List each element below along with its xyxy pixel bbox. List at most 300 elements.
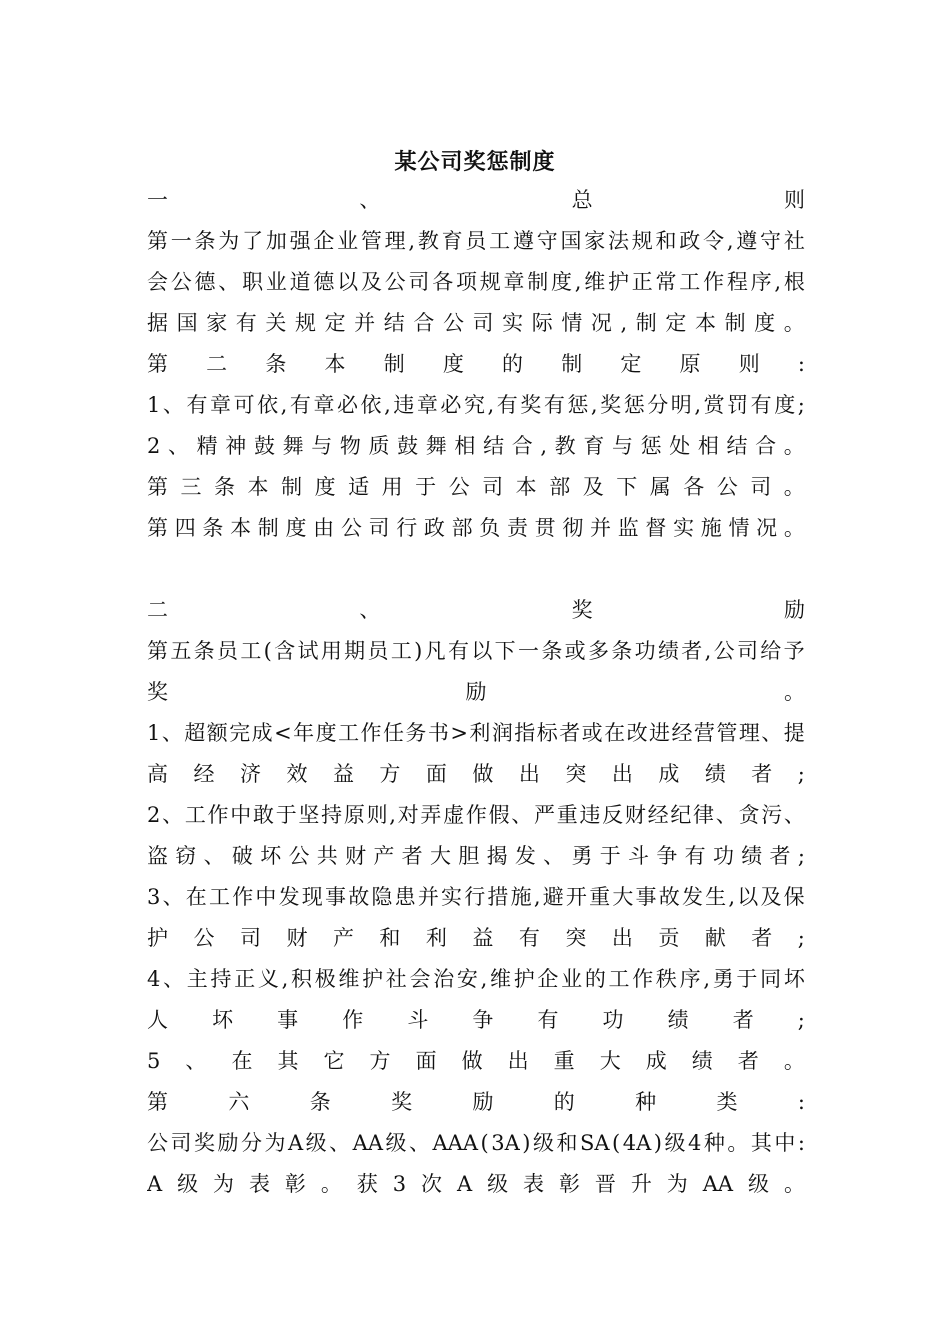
glyph: 以 [471,639,493,663]
glyph: 斗 [628,844,650,868]
glyph: , [574,270,582,294]
glyph: 以 [337,270,359,294]
glyph: ; [797,844,805,868]
glyph: 、 [161,721,183,745]
glyph: 第 [147,516,168,540]
glyph: 究 [463,393,485,417]
glyph: 政 [679,229,701,253]
glyph: 提 [783,721,805,745]
glyph: 积 [290,967,312,991]
glyph: 护 [362,967,384,991]
glyph: 大 [599,1049,621,1073]
glyph: 部 [451,516,473,540]
glyph: 年 [293,721,315,745]
glyph: 政 [423,516,445,540]
glyph: 超 [184,721,206,745]
glyph: 守 [536,229,558,253]
glyph: 反 [602,803,624,827]
glyph: 六 [228,1090,250,1114]
glyph: 了 [242,229,264,253]
glyph: 本 [324,352,346,376]
glyph: 行 [464,885,486,909]
paragraph-line [147,1164,805,1205]
glyph: 奖 [147,680,168,704]
glyph: 级 [305,1131,327,1155]
glyph: 面 [425,762,447,786]
glyph: 护 [513,967,535,991]
section-heading-rewards [147,590,805,631]
glyph: 、 [359,188,381,212]
glyph: 奖 [520,393,542,417]
glyph: 者 [751,926,773,950]
glyph: 成 [251,721,273,745]
glyph: 。 [320,1172,342,1196]
glyph: 义 [257,967,279,991]
glyph: 。 [727,1131,749,1155]
glyph: 、 [203,844,225,868]
glyph: , [533,885,541,909]
glyph: 公 [384,270,406,294]
glyph: 奖 [571,598,593,622]
list-item-line [147,795,805,836]
glyph: 道 [289,270,311,294]
glyph: 2 [147,803,161,827]
glyph: 益 [332,762,354,786]
glyph: 面 [415,1049,437,1073]
glyph: 济 [239,762,261,786]
glyph: 利 [469,721,491,745]
glyph: 、 [185,1049,207,1073]
glyph: 试 [297,639,319,663]
glyph: 度 [315,721,337,745]
glyph: 第 [147,475,168,499]
glyph: 、 [761,721,783,745]
glyph: 公 [193,926,215,950]
glyph: 大 [612,885,634,909]
glyph: 隐 [371,885,393,909]
glyph: 和 [556,1131,578,1155]
glyph: 级 [532,1131,554,1155]
glyph: 工 [240,639,262,663]
glyph: 。 [783,311,805,335]
glyph: , [480,967,488,991]
paragraph-line [147,467,805,508]
glyph: 条 [309,1090,331,1114]
glyph: 种 [635,1090,657,1114]
glyph: 遵 [736,229,758,253]
glyph: 条 [194,229,216,253]
glyph: 为 [264,1131,286,1155]
glyph: 作 [632,967,654,991]
glyph: 度 [285,516,307,540]
glyph: 章 [313,393,335,417]
glyph: 家 [584,229,606,253]
glyph: 对 [397,803,419,827]
glyph: 公 [442,311,464,335]
document-title: 某公司奖惩制度 [394,149,556,175]
glyph: 工 [338,721,360,745]
glyph: 为 [218,229,240,253]
glyph: 敢 [252,803,274,827]
glyph: 本 [247,475,269,499]
paragraph-line [147,303,805,344]
glyph: 中 [774,1131,796,1155]
glyph: 级 [385,1131,407,1155]
glyph: ) [653,1131,662,1155]
glyph: 合 [511,434,533,458]
glyph: 奖 [600,393,622,417]
glyph: 并 [354,311,376,335]
glyph: 国 [176,311,198,335]
glyph: 管 [716,721,738,745]
glyph: , [728,885,736,909]
glyph: 本 [694,311,716,335]
glyph: 在 [185,885,207,909]
glyph: 依 [257,393,279,417]
glyph: 者 [769,844,791,868]
glyph: 故 [658,885,680,909]
glyph: 制 [561,352,583,376]
glyph: 重 [556,803,578,827]
glyph: 功 [634,639,656,663]
glyph: 经 [647,803,669,827]
glyph: 有 [186,393,208,417]
glyph: 献 [704,926,726,950]
glyph: 工 [184,803,206,827]
glyph: 作 [465,803,487,827]
glyph: 作 [703,270,725,294]
glyph: 、 [218,270,240,294]
glyph: 4 [687,1131,702,1155]
glyph: 开 [565,885,587,909]
paragraph-line [147,508,805,549]
glyph: 、 [715,803,737,827]
glyph: 奖 [194,1131,215,1155]
glyph: 重 [553,1049,575,1073]
glyph: 发 [278,885,300,909]
glyph: 于 [415,475,437,499]
glyph: 可 [233,393,255,417]
glyph: 教 [554,434,576,458]
glyph: 。 [783,1172,805,1196]
glyph: 维 [490,967,511,991]
glyph: 原 [343,803,365,827]
glyph: 其 [277,1049,299,1073]
glyph: 与 [311,434,333,458]
glyph: 四 [174,516,196,540]
glyph: 会 [147,270,168,294]
glyph: 责 [506,516,528,540]
glyph: 安 [456,967,478,991]
glyph: 凡 [424,639,446,663]
glyph: 司 [472,311,494,335]
glyph: 负 [479,516,501,540]
glyph: 公 [448,475,470,499]
glyph: 和 [379,926,401,950]
glyph: 分 [241,1131,262,1155]
glyph: 由 [313,516,335,540]
glyph: 属 [649,475,671,499]
glyph: 秩 [655,967,677,991]
glyph: 者 [732,1008,754,1032]
glyph: 的 [502,352,524,376]
glyph: 第 [147,352,168,376]
glyph: 。 [783,516,805,540]
glyph: 、 [163,967,185,991]
glyph: 坚 [298,803,320,827]
glyph: 鼓 [397,434,419,458]
glyph: , [384,393,391,417]
glyph: 给 [760,639,782,663]
glyph: 则 [783,188,805,212]
glyph: 惩 [623,393,645,417]
glyph: AA [702,1172,734,1196]
glyph: 维 [584,270,606,294]
glyph: 胆 [458,844,480,868]
glyph: 持 [321,803,343,827]
glyph: 精 [196,434,218,458]
glyph: 经 [193,762,215,786]
glyph: , [694,393,702,417]
glyph: : [797,1090,805,1114]
glyph: 级 [177,1172,199,1196]
glyph: 改 [626,721,648,745]
glyph: 业 [337,229,359,253]
glyph: 勇 [712,967,734,991]
glyph: , [280,393,288,417]
glyph: 者 [737,1049,759,1073]
glyph: 者 [559,721,581,745]
glyph: 出 [507,1049,529,1073]
glyph: 公 [170,270,192,294]
glyph: 度 [551,270,573,294]
glyph: 令 [703,229,725,253]
glyph: 故 [348,885,370,909]
glyph: 相 [454,434,476,458]
glyph: 员 [465,229,487,253]
glyph: ; [797,1008,805,1032]
glyph: 者 [681,639,703,663]
glyph: 的 [553,1090,575,1114]
glyph: , [704,639,712,663]
glyph: 避 [542,885,564,909]
glyph: 贡 [658,926,680,950]
glyph: ; [797,762,805,786]
glyph: 人 [147,1008,168,1032]
glyph: 工 [608,967,630,991]
glyph: 它 [323,1049,345,1073]
glyph: 制 [635,311,657,335]
glyph: 盗 [147,844,168,868]
glyph: 司 [736,639,758,663]
glyph: 施 [510,885,532,909]
glyph: 实 [502,311,524,335]
glyph: 况 [756,516,778,540]
glyph: 2 [147,434,161,458]
glyph: 作 [342,1008,364,1032]
glyph: 项 [455,270,477,294]
glyph: 重 [589,885,611,909]
glyph: 行 [396,516,418,540]
glyph: 育 [583,434,605,458]
paragraph-line [147,1082,805,1123]
glyph: 成 [658,762,680,786]
glyph: 章 [210,393,232,417]
glyph: ( [612,1131,621,1155]
glyph: 表 [523,1172,545,1196]
glyph: 财 [345,844,367,868]
glyph: 舞 [282,434,304,458]
glyph: 合 [755,434,777,458]
paragraph-line [147,631,805,672]
glyph: 绩 [741,844,763,868]
glyph: 国 [560,229,582,253]
glyph: ) [414,639,423,663]
glyph: 赏 [703,393,725,417]
glyph: 、 [162,885,184,909]
glyph: 度 [774,393,796,417]
glyph: 制 [383,352,405,376]
glyph: 大 [429,844,451,868]
glyph: 根 [783,270,805,294]
glyph: 社 [783,229,805,253]
glyph: 定 [324,311,346,335]
glyph: 书 [427,721,449,745]
glyph: 用 [381,475,403,499]
glyph: 物 [339,434,361,458]
glyph: 条 [541,639,563,663]
glyph: 做 [461,1049,483,1073]
glyph: 公 [147,1131,168,1155]
glyph: 务 [405,721,427,745]
glyph: 业 [561,967,583,991]
glyph: 原 [679,352,701,376]
glyph: 虚 [443,803,465,827]
glyph: 家 [206,311,228,335]
glyph: 司 [482,475,504,499]
glyph: 方 [369,1049,391,1073]
glyph: 出 [611,762,633,786]
glyph: 、 [511,803,533,827]
glyph: , [703,967,711,991]
glyph: 生 [705,885,727,909]
glyph: 争 [656,844,678,868]
glyph: 度 [754,311,776,335]
glyph: 污 [761,803,783,827]
glyph: 产 [373,844,395,868]
glyph: 、 [168,434,190,458]
glyph: 法 [608,229,629,253]
glyph: 加 [265,229,287,253]
glyph: : [797,352,805,376]
glyph: SA [579,1131,610,1155]
glyph: 制 [724,311,746,335]
glyph: 功 [712,844,734,868]
glyph: 公 [288,844,310,868]
glyph: 质 [368,434,390,458]
glyph: 情 [561,311,583,335]
glyph: 4 [147,967,161,991]
glyph: 三 [180,475,202,499]
glyph: 或 [564,639,586,663]
glyph: < [274,721,292,745]
glyph: 鼓 [253,434,275,458]
glyph: 次 [421,1172,443,1196]
glyph: 。 [783,434,805,458]
list-item-line [147,426,805,467]
glyph: 事 [277,1008,299,1032]
glyph: 维 [338,967,360,991]
glyph: 、 [409,1131,431,1155]
glyph: 营 [693,721,715,745]
glyph: 指 [514,721,536,745]
glyph: 者 [401,844,423,868]
glyph: 必 [336,393,358,417]
glyph: 措 [487,885,509,909]
glyph: 适 [348,475,370,499]
glyph: 作 [360,721,382,745]
glyph: 5 [147,1049,161,1073]
glyph: 实 [673,516,695,540]
glyph: 3 [147,885,161,909]
glyph: : [797,1131,805,1155]
glyph: 在 [604,721,626,745]
glyph: 司 [239,926,261,950]
glyph: 主 [186,967,208,991]
glyph: 际 [531,311,553,335]
glyph: 结 [383,311,405,335]
glyph: 司 [408,270,430,294]
glyph: 期 [344,639,366,663]
glyph: 并 [417,885,439,909]
glyph: 有 [750,393,772,417]
glyph: 奖 [391,1090,413,1114]
glyph: 制 [527,270,549,294]
glyph: 舞 [425,434,447,458]
glyph: 绩 [657,639,679,663]
list-item-line [147,713,805,754]
glyph: 予 [783,639,805,663]
glyph: 现 [301,885,323,909]
glyph: 度 [314,475,336,499]
glyph: 第 [147,639,168,663]
glyph: 标 [536,721,558,745]
glyph: 于 [736,967,758,991]
glyph: 任 [382,721,404,745]
glyph: 条 [265,352,287,376]
glyph: 必 [440,393,462,417]
glyph: 绩 [691,1049,713,1073]
glyph: 在 [231,1049,253,1073]
glyph: 有 [496,393,518,417]
glyph: 一 [147,188,168,212]
glyph: 教 [417,229,439,253]
glyph: 则 [366,803,388,827]
glyph: 有 [518,926,540,950]
glyph: , [389,803,396,827]
glyph: , [408,229,416,253]
glyph: 并 [590,516,611,540]
glyph: 条 [611,639,633,663]
glyph: 施 [700,516,722,540]
glyph: 合 [413,311,435,335]
glyph: 一 [517,639,539,663]
glyph: 律 [693,803,715,827]
glyph: ( [480,1131,489,1155]
glyph: 守 [760,229,782,253]
glyph: 本 [515,475,537,499]
glyph: 各 [432,270,454,294]
